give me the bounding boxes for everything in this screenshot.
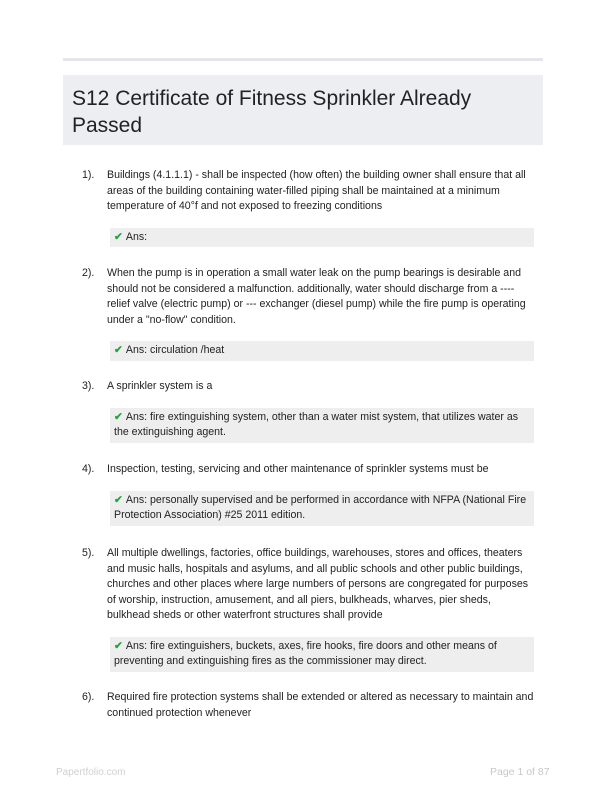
check-icon: ✔ [114, 230, 123, 243]
question-number: 3). [82, 380, 95, 392]
answer-text: Ans: [125, 230, 148, 243]
question-text: Required fire protection systems shall be extended or altered as necessary to maintain and continued protection whenever [107, 691, 534, 719]
check-icon: ✔ [114, 639, 123, 652]
check-icon: ✔ [114, 344, 123, 356]
answer-text: Ans: fire extinguishers, buckets, axes, fire hooks, fire doors and other means of preventing and extinguishing fires as the commissioner may direct. [114, 639, 497, 667]
question-number: 6). [82, 691, 95, 703]
answer-box [110, 228, 534, 248]
question-text: Buildings (4.1.1.1) - shall be inspected (how often) the building owner shall ensure that all areas of the building containing water-filled piping shall be maintained at a minimum temperature of 40°f and not exposed to freezing conditions [107, 169, 526, 212]
answer-box [110, 341, 534, 361]
question-text: All multiple dwellings, factories, office buildings, warehouses, stores and offices, theaters and music halls, hospitals and asylums, and all public schools and other public buildings, churches and other places where large numbers of persons are congregated for purposes of worship, instruction, amusement, and all piers, bulkheads, wharves, pier sheds, bulkhead sheds or other waterfront structures shall provide [107, 547, 529, 621]
question-number: 1). [82, 169, 95, 181]
question-item [82, 168, 538, 247]
answer-box [110, 408, 534, 443]
question-text: When the pump is in operation a small water leak on the pump bearings is desirable and should not be considered a malfunction. additionally, water should discharge from a ---- relief valve (electric pump) or --- exchanger (diesel pump) while the fire pump is operating under a "no-flow" condition. [107, 267, 526, 326]
answer-box [110, 637, 534, 672]
answer-box [110, 491, 534, 526]
question-item [82, 266, 538, 361]
footer-site: Papertfolio.com [56, 767, 126, 778]
page-title: S12 Certificate of Fitness Sprinkler Already Passed [72, 87, 472, 137]
answer-text: Ans: fire extinguishing system, other than a water mist system, that utilizes water as the extinguishing agent. [114, 410, 519, 438]
answer-text: Ans: personally supervised and be performed in accordance with NFPA (National Fire Protection Association) #25 2011 edition. [114, 493, 527, 521]
check-icon: ✔ [114, 410, 123, 423]
question-text: A sprinkler system is a [107, 380, 213, 392]
top-divider [63, 58, 543, 61]
page-indicator: Page 1 of 87 [490, 766, 550, 778]
question-number: 2). [82, 267, 95, 279]
title-banner [63, 75, 543, 145]
question-item [82, 690, 538, 721]
question-text: Inspection, testing, servicing and other maintenance of sprinkler systems must be [107, 463, 489, 475]
question-item [82, 379, 538, 443]
answer-text: Ans: circulation /heat [125, 344, 225, 356]
question-number: 4). [82, 463, 95, 475]
question-item [82, 546, 538, 672]
question-item [82, 462, 538, 526]
check-icon: ✔ [114, 493, 123, 506]
question-number: 5). [82, 547, 95, 559]
